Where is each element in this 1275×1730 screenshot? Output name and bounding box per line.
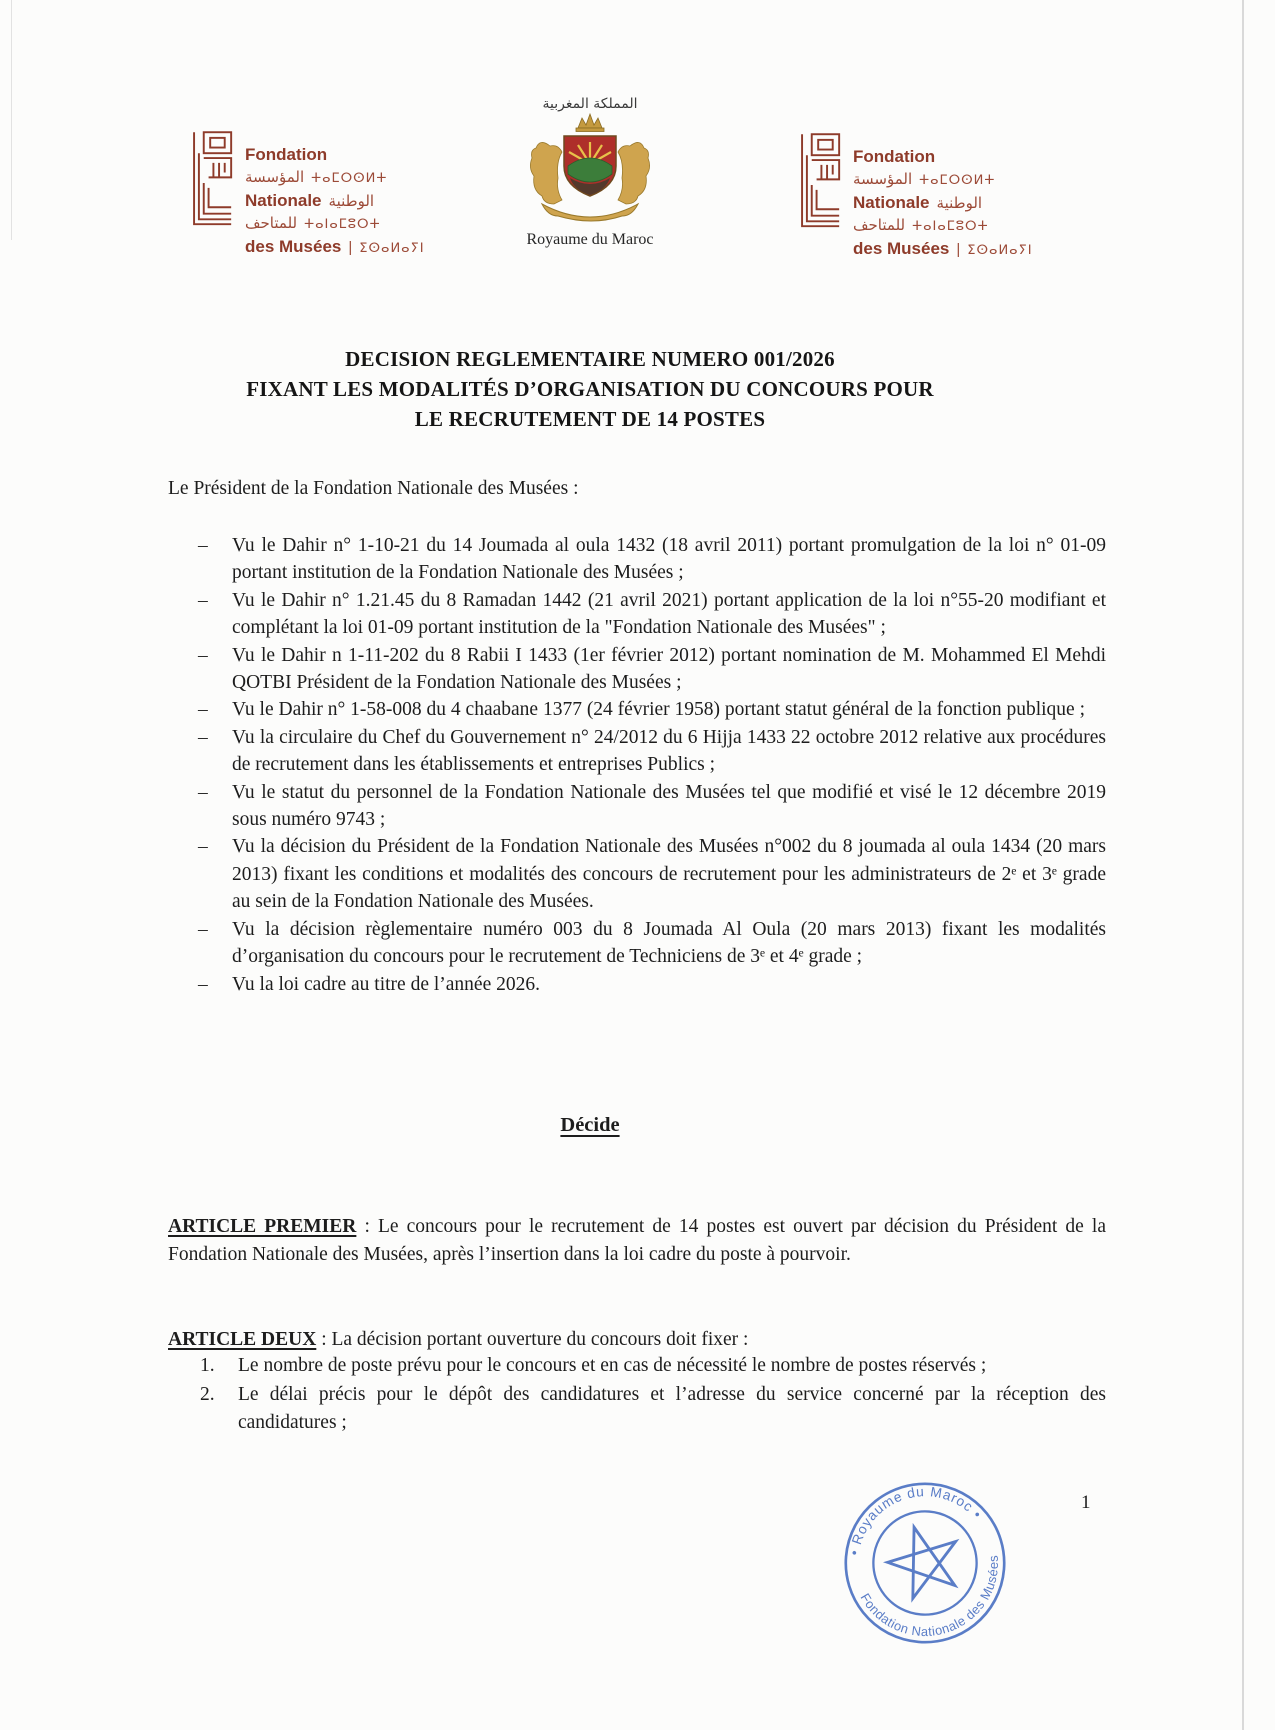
vu-item xyxy=(198,779,1106,834)
vu-item-text: Vu le Dahir n 1-11-202 du 8 Rabii I 1433 (1er février 2012) portant nomination de M. Mohammed El Mehdi QOTBI Président de la Fondation Nationale des Musées ; xyxy=(232,644,1106,694)
requirement-text: Le délai précis pour le dépôt des candidatures et l’adresse du service concerné par la réception des candidatures ; xyxy=(238,1384,1106,1433)
brand-nationale: Nationale xyxy=(245,191,322,210)
brand-fondation-tifinagh: ⵜⴰⵎⵔⵙⵍⵜ xyxy=(311,171,388,186)
vu-item-text: Vu la circulaire du Chef du Gouvernement n° 24/2012 du 6 Hijja 1433 22 octobre 2012 relative aux procédures de recrutement dans les établissements et entreprises Publics ; xyxy=(232,726,1106,776)
article-deux-text: : La décision portant ouverture du concours doit fixer : xyxy=(316,1328,749,1350)
vu-item-text: Vu le Dahir n° 1-58-008 du 4 chaabane 1377 (24 février 1958) portant statut général de la fonction publique ; xyxy=(232,699,1085,721)
kingdom-arabic-title: المملكة المغربية xyxy=(542,96,638,112)
brand-musees-arabic: للمتاحف xyxy=(245,214,298,232)
vu-item xyxy=(198,587,1106,642)
stamp-bottom-text: Fondation Nationale des Musées xyxy=(857,1554,1002,1640)
document-title xyxy=(120,344,1060,434)
vu-item-text: Vu la décision du Président de la Fondation Nationale des Musées n°002 du 8 joumada al oula 1434 (20 mars 2013) fixant les conditions et modalités des concours de recrutement pour les administrateurs de 2ᵉ et 3ᵉ grade au sein de la Fondation Nationale des Musées. xyxy=(232,836,1106,913)
vu-item xyxy=(198,971,1106,998)
dash-marker: – xyxy=(198,918,208,940)
vu-item-text: Vu le statut du personnel de la Fondation Nationale des Musées tel que modifié et visé le 12 décembre 2019 sous numéro 9743 ; xyxy=(232,781,1106,831)
requirement-item xyxy=(200,1352,1106,1380)
dash-marker: – xyxy=(198,781,208,803)
scan-edge-artifact xyxy=(11,0,12,240)
vu-item-text: Vu la loi cadre au titre de l’année 2026. xyxy=(232,973,540,995)
brand-musees-arabic: للمتاحف xyxy=(853,216,906,234)
title-line-1: DECISION REGLEMENTAIRE NUMERO 001/2026 xyxy=(345,347,835,371)
article-deux-label: ARTICLE DEUX xyxy=(168,1328,317,1350)
royaume-du-maroc-caption: Royaume du Maroc xyxy=(526,231,654,248)
intro-line: Le Président de la Fondation Nationale des Musées : xyxy=(168,478,579,499)
fnm-maze-icon xyxy=(794,120,844,242)
brand-tifinagh: ⵉⵙⴰⵍⴰⵢⵏ xyxy=(967,243,1033,258)
requirements-list xyxy=(200,1352,1106,1438)
decide-heading-text: Décide xyxy=(560,1114,620,1136)
brand-fondation-tifinagh: ⵜⴰⵎⵔⵙⵍⵜ xyxy=(919,173,996,188)
brand-fondation-arabic: المؤسسة xyxy=(853,170,913,188)
brand-fondation-arabic: المؤسسة xyxy=(245,168,305,186)
article-premier xyxy=(168,1213,1106,1269)
brand-musees-tifinagh: ⵜⴰⵏⴰⵎⵓⵔⵜ xyxy=(304,217,381,232)
vu-item xyxy=(198,916,1106,971)
article-deux xyxy=(168,1326,1106,1354)
title-line-2: FIXANT LES MODALITÉS D’ORGANISATION DU CONCOURS POUR xyxy=(246,377,934,401)
brand-musees-tifinagh: ⵜⴰⵏⴰⵎⵓⵔⵜ xyxy=(912,219,989,234)
vu-item xyxy=(198,532,1106,587)
brand-tifinagh: ⵉⵙⴰⵍⴰⵢⵏ xyxy=(359,241,425,256)
vu-item-text: Vu le Dahir n° 1.21.45 du 8 Ramadan 1442 (21 avril 2021) portant application de la loi n°55-20 modifiant et complétant la loi 01-09 portant institution de la "Fondation Nationale des Musées" ; xyxy=(232,589,1106,639)
vu-item xyxy=(198,642,1106,697)
article-premier-label: ARTICLE PREMIER xyxy=(168,1215,357,1237)
fnm-logo-text xyxy=(245,144,425,260)
fnm-logo-left xyxy=(186,118,425,260)
vu-item xyxy=(198,696,1106,723)
stamp-top-text: • Royaume du Maroc • xyxy=(846,1484,985,1557)
brand-separator: | xyxy=(956,241,961,258)
brand-des-musees: des Musées xyxy=(245,237,342,256)
brand-des-musees: des Musées xyxy=(853,239,950,258)
brand-fondation: Fondation xyxy=(245,145,328,164)
scan-edge-artifact xyxy=(1242,0,1244,1730)
dash-marker: – xyxy=(198,836,208,858)
vu-item xyxy=(198,724,1106,779)
svg-text:• Royaume du Maroc • xyxy=(836,1474,987,1560)
dash-marker: – xyxy=(198,644,208,666)
vu-item-text: Vu la décision règlementaire numéro 003 du 8 Joumada Al Oula (20 mars 2013) fixant les modalités d’organisation du concours pour le recrutement de Techniciens de 3ᵉ et 4ᵉ grade ; xyxy=(232,918,1106,968)
vu-item xyxy=(198,833,1106,915)
dash-marker: – xyxy=(198,535,208,556)
decide-heading xyxy=(120,1114,1060,1137)
brand-fondation: Fondation xyxy=(853,147,936,166)
dash-marker: – xyxy=(198,726,208,748)
brand-separator: | xyxy=(348,239,353,256)
brand-nationale-arabic: الوطنية xyxy=(936,194,983,212)
brand-nationale-arabic: الوطنية xyxy=(328,192,375,210)
coat-of-arms-block xyxy=(512,96,668,249)
title-line-3: LE RECRUTEMENT DE 14 POSTES xyxy=(414,407,766,431)
requirement-text: Le nombre de poste prévu pour le concours et en cas de nécessité le nombre de postes réservés ; xyxy=(238,1355,987,1376)
fnm-maze-icon xyxy=(186,118,236,240)
vu-list xyxy=(198,532,1106,998)
vu-item-text: Vu le Dahir n° 1-10-21 du 14 Joumada al oula 1432 (18 avril 2011) portant promulgation de la loi n° 01-09 portant institution de la Fondation Nationale des Musées ; xyxy=(232,535,1106,584)
fnm-logo-right xyxy=(794,120,1033,262)
fnm-logo-text xyxy=(853,146,1033,262)
official-round-stamp xyxy=(836,1474,1014,1652)
page-number: 1 xyxy=(1081,1492,1091,1513)
pentagram-star-icon xyxy=(880,1517,968,1603)
item-number: 1. xyxy=(200,1355,215,1376)
item-number: 2. xyxy=(200,1384,215,1405)
requirement-item xyxy=(200,1381,1106,1437)
morocco-coat-of-arms xyxy=(512,112,668,230)
dash-marker: – xyxy=(198,699,208,721)
dash-marker: – xyxy=(198,589,208,611)
dash-marker: – xyxy=(198,973,208,995)
article-premier-text: : Le concours pour le recrutement de 14 postes est ouvert par décision du Président de la Fondation Nationale des Musées, après l’insertion dans la loi cadre du poste à pourvoir. xyxy=(168,1215,1106,1265)
brand-nationale: Nationale xyxy=(853,193,930,212)
